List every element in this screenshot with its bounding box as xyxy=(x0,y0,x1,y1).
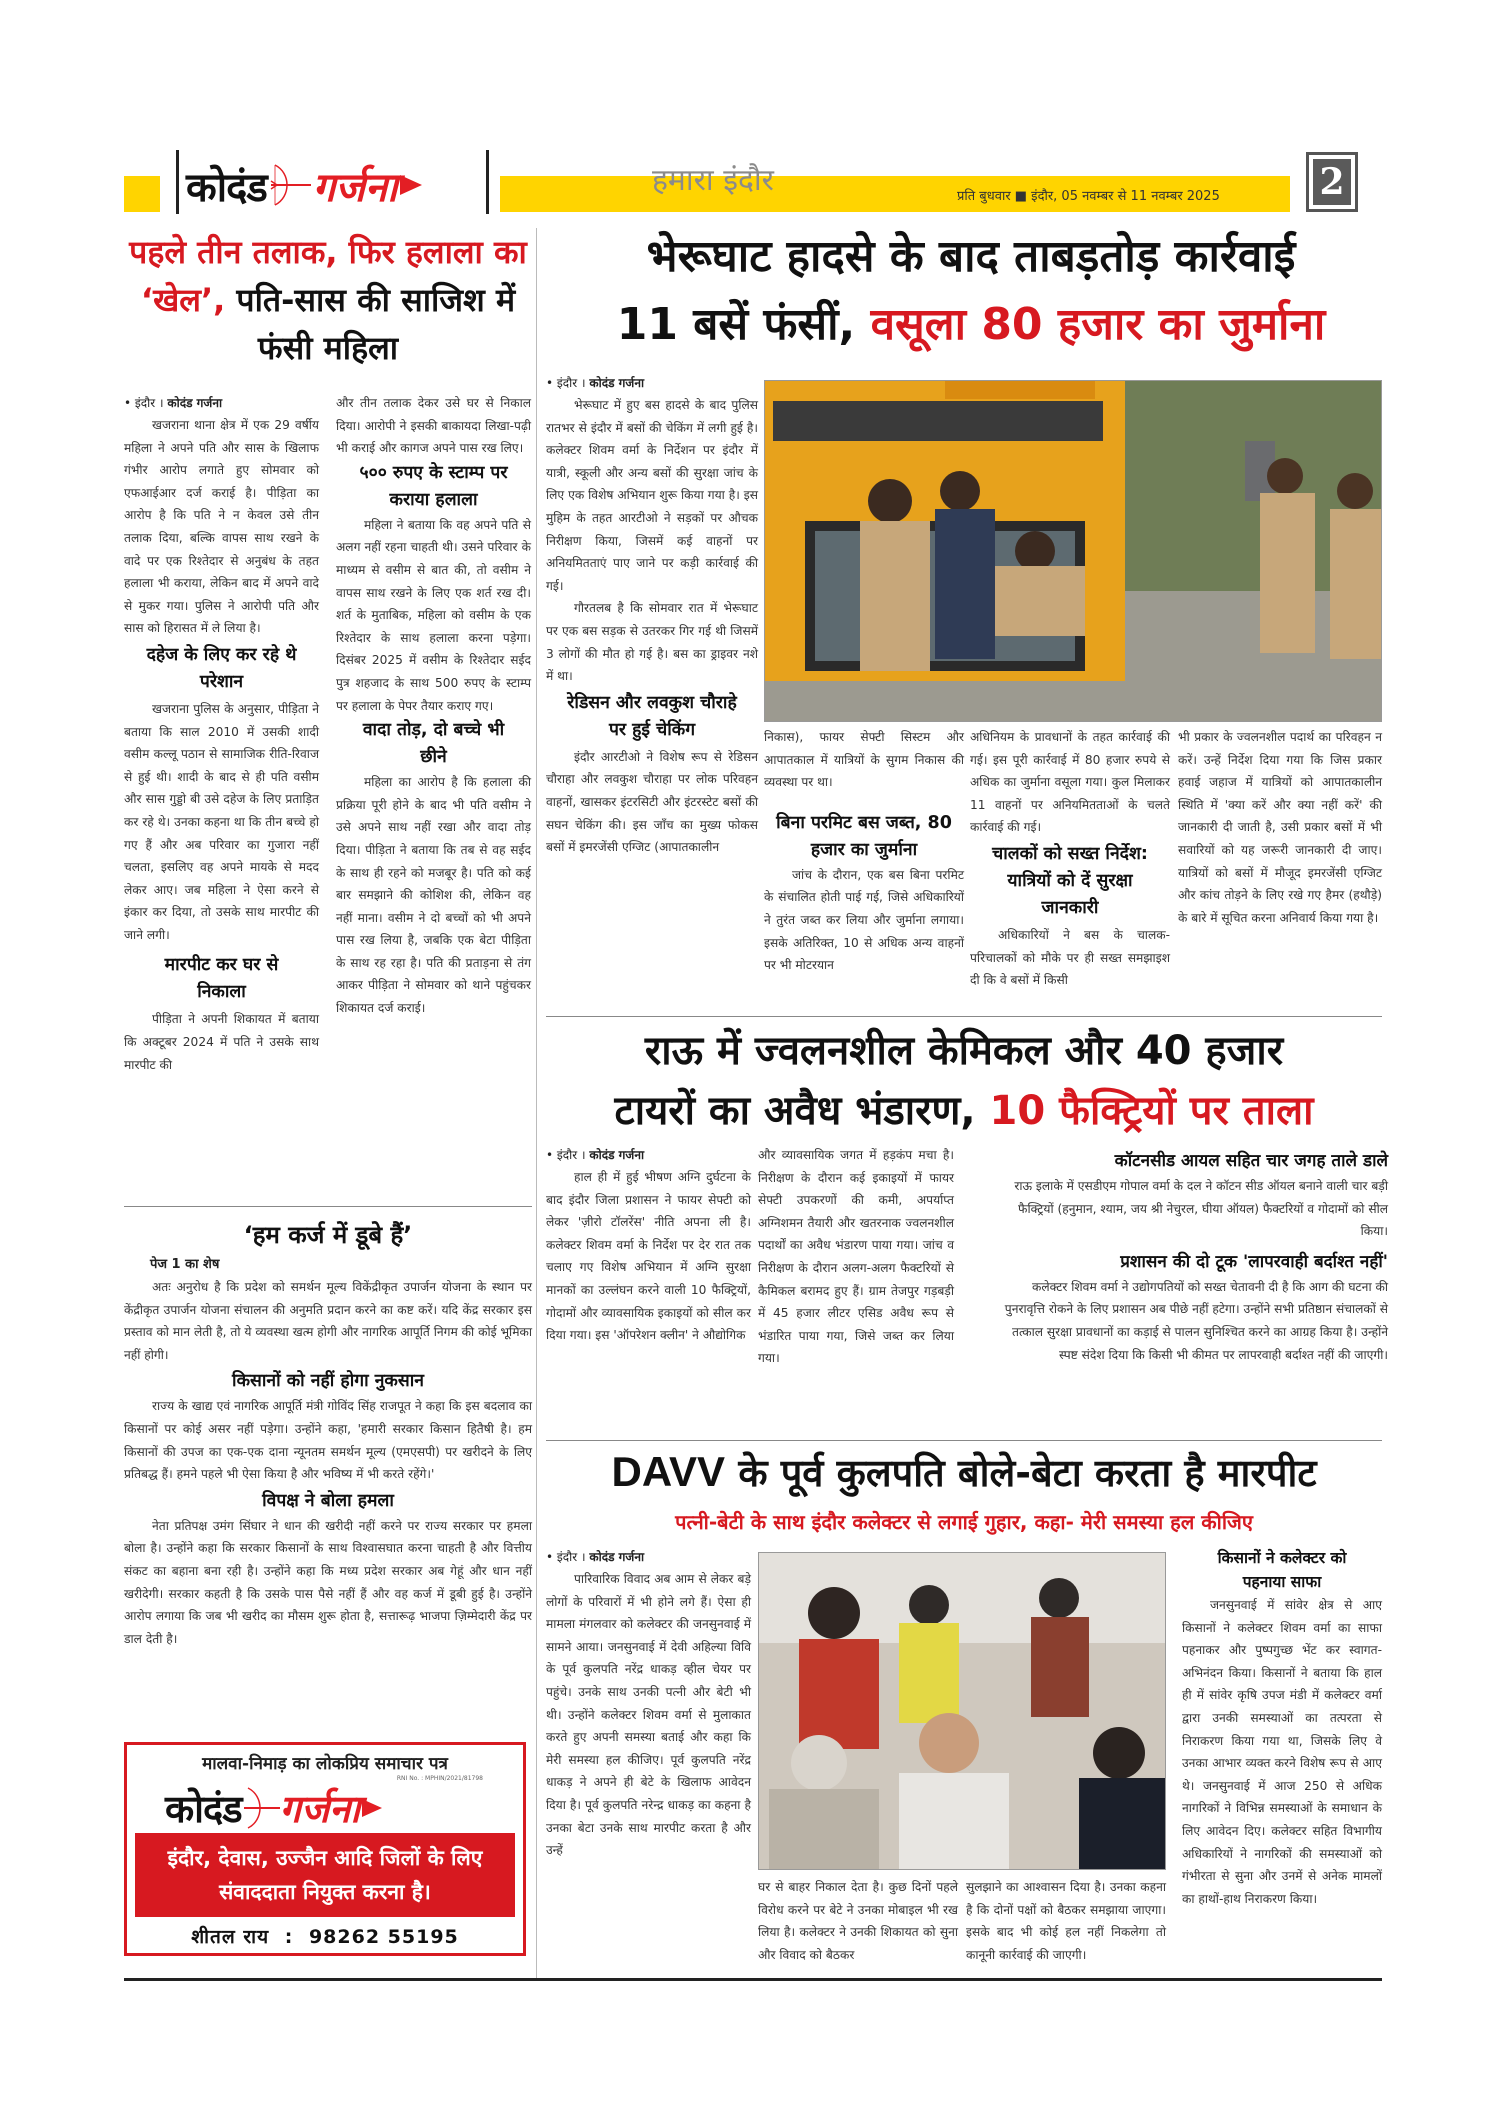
article-headline: भेरूघाट हादसे के बाद ताबड़तोड़ कार्रवाई xyxy=(646,231,1296,282)
article-body xyxy=(124,414,319,640)
article-body xyxy=(124,1008,319,1076)
section-divider xyxy=(546,1440,1382,1441)
subheading: विपक्ष ने बोला हमला xyxy=(262,1490,394,1511)
article-body xyxy=(124,1515,532,1651)
subheading: दहेज के लिए कर रहे थे परेशान xyxy=(146,644,297,692)
paragraph: अधिकारियों ने बस के चालक-परिचालकों को मौके पर ही सख्त समझाइश दी कि वे बसों में किसी xyxy=(970,927,1170,988)
article-column-1 xyxy=(546,1144,751,1347)
article-subheadline: पत्नी-बेटी के साथ इंदौर कलेक्टर से लगाई गुहार, कहा- मेरी समस्या हल कीजिए xyxy=(675,1510,1253,1534)
paragraph: गौरतलब है कि सोमवार रात में भेरूघाट पर एक बस सड़क से उतरकर गिर गई थी जिसमें 3 लोगों की मौत हो गई है। बस का ड्राइवर नशे में था। xyxy=(546,601,758,684)
paragraph: खजराना थाना क्षेत्र में एक 29 वर्षीय महिला ने अपने पति और सास के खिलाफ गंभीर आरोप लगाते हुए सोमवार को एफआईआर दर्ज कराई है। पीड़िता का आरोप है कि पति ने न केवल उसे तीन तलाक दिया, बल्कि वापस साथ रखने के वादे पर एक रिश्तेदार से अनुबंध के तहत हलाला भी कराया, लेकिन बाद में अपने वादे से मुकर गया। पुलिस ने आरोपी पति और सास को हिरासत में ले लिया है। xyxy=(124,418,319,636)
article-body-block xyxy=(124,1254,532,1650)
article-body xyxy=(546,1166,751,1347)
article-body xyxy=(970,726,1170,839)
paragraph: खजराना पुलिस के अनुसार, पीड़िता ने बताया कि साल 2010 में उसकी शादी वसीम कल्लू पठान से सामाजिक रीति-रिवाज से हुई थी। शादी के बाद से ही पति वसीम और सास गुड्डो बी उसे दहेज के लिए प्रताड़ित कर रहे थे। उनका कहना था कि तीन बच्चे हो गए हैं और अब परिवार का गुजारा नहीं चलता, इसलिए वह अपने मायके से मदद लेकर आए। जब महिला ने ऐसा करने से इंकार कर दिया, तो उसके साथ मारपीट की जाने लगी। xyxy=(124,701,319,942)
paragraph: और तीन तलाक देकर उसे घर से निकाल दिया। आरोपी ने इसकी बाकायदा लिखा-पढ़ी भी कराई और कागज अपने पास रख लिए। xyxy=(336,396,531,456)
paragraph: जांच के दौरान, एक बस बिना परमिट के संचालित होती पाई गई, जिसे अधिकारियों ने तुरंत जब्त कर लिया और जुर्माना लगाया। इसके अतिरिक्त, 10 से अधिक अन्य वाहनों पर भी मोटरयान xyxy=(764,867,964,973)
article-body xyxy=(546,746,758,859)
byline-source: कोदंड गर्जना xyxy=(589,1148,645,1162)
article-column-1 xyxy=(546,1546,751,1862)
byline-source: कोदंड गर्जना xyxy=(167,396,223,410)
paragraph: जनसुनवाई में सांवेर क्षेत्र से आए किसानों ने कलेक्टर शिवम वर्मा का साफा पहनाकर और पुष्पगुच्छ भेंट कर स्वागत-अभिनंदन किया। किसानों ने बताया कि हाल ही में सांवेर कृषि उपज मंडी में कलेक्टर वर्मा द्वारा उनकी समस्याओं का तत्परता से निराकरण किया गया था, जिसके लिए वे उनका आभार व्यक्त करने विशेष रूप से आए थे। जनसुनवाई में आज 250 से अधिक नागरिकों ने विभिन्न समस्याओं के समाधान के लिए आवेदन दिए। कलेक्टर सहित विभागीय अधिकारियों ने नागरिकों की समस्याओं को गंभीरता से सुना और उनमें से अनेक मामलों का हाथों-हाथ निराकरण किया। xyxy=(1182,1598,1382,1906)
article-body xyxy=(336,514,531,717)
masthead-logo xyxy=(186,160,422,210)
paragraph: भी प्रकार के ज्वलनशील पदार्थ का परिवहन न करें। उन्हें निर्देश दिया गया कि जिस प्रकार हवाई जहाज में यात्रियों को आपातकालीन स्थिति में 'क्या करें और क्या नहीं करें' की जानकारी दी जाती है, उसी प्रकार बसों में भी सवारियों को यह जरूरी जानकारी दी जाए। यात्रियों को बसों में मौजूद इमरजेंसी एग्जिट और कांच तोड़ने के लिए रखे गए हैमर (हथौड़े) के बारे में सूचित करना अनिवार्य किया गया है। xyxy=(1178,730,1382,925)
contact-name: शीतल राय xyxy=(191,1926,270,1948)
headline-red-part: वसूला 80 हजार का जुर्माना xyxy=(870,299,1326,350)
ad-message: इंदौर, देवास, उज्जैन आदि जिलों के लिए संवाददाता नियुक्त करना है। xyxy=(135,1833,515,1917)
byline-source: कोदंड गर्जना xyxy=(589,376,645,390)
article-column-1 xyxy=(546,372,758,859)
article-body xyxy=(764,864,964,977)
subheading: मारपीट कर घर से निकाला xyxy=(164,955,279,1003)
headline-latin: DAVV xyxy=(611,1448,726,1495)
masthead-divider xyxy=(486,150,489,214)
bus-photo-illustration xyxy=(765,381,1382,722)
continued-label: पेज 1 का शेष xyxy=(150,1257,220,1272)
logo-text-black: कोदंड xyxy=(186,164,267,211)
article-body xyxy=(546,1568,751,1862)
contact-phone[interactable]: 98262 55195 xyxy=(308,1926,459,1948)
paragraph: घर से बाहर निकाल देता है। कुछ दिनों पहले विरोध करने पर बेटे ने उनका मोबाइल भी रख लिया है। कलेक्टर ने उनकी शिकायत को सुना और विवाद को बैठकर xyxy=(758,1880,958,1962)
arrow-head-icon xyxy=(400,175,422,195)
byline-place: • इंदौर । xyxy=(124,396,164,410)
paragraph: राऊ इलाके में एसडीएम गोपाल वर्मा के दल ने कॉटन सीड ऑयल बनाने वाली चार बड़ी फैक्ट्रियों (हनुमान, श्याम, जय श्री नेचुरल, घीया ऑयल) फैक्टरियों व गोदामों को सील किया। xyxy=(1014,1179,1388,1239)
subheading: कॉटनसीड आयल सहित चार जगह ताले डाले xyxy=(1114,1151,1388,1171)
janasunvai-photo-illustration xyxy=(759,1553,1166,1870)
dateline: प्रति बुधवार ■ इंदौर, 05 नवम्बर से 11 नवम्बर 2025 xyxy=(957,189,1220,204)
subheading: प्रशासन की दो टूक 'लापरवाही बर्दाश्त नहीं' xyxy=(1120,1251,1388,1272)
article-headline xyxy=(546,1444,1382,1501)
bow-arrow-icon xyxy=(269,163,311,207)
paragraph: पीड़िता ने अपनी शिकायत में बताया कि अक्टूबर 2024 में पति ने उसके साथ मारपीट की xyxy=(124,1012,319,1072)
paragraph: इंदौर आरटीओ ने विशेष रूप से रेडिसन चौराहा और लवकुश चौराहा पर लोक परिवहन वाहनों, खासकर इंटरसिटी और इंटरस्टेट बसों की सघन चेकिंग की। इस जाँच का मुख्य फोकस बसों में इमरजेंसी एग्जिट (आपातकालीन xyxy=(546,749,758,855)
paragraph: हाल ही में हुई भीषण अग्नि दुर्घटना के बाद इंदौर जिला प्रशासन ने फायर सेफ्टी को लेकर 'ज़ीरो टॉलरेंस' नीति अपना ली है। कलेक्टर शिवम वर्मा के निर्देश पर देर रात तक चलाए गए विशेष अभियान में अग्नि सुरक्षा मानकों का उल्लंघन करने वाली 10 फैक्ट्रियों, गोदामों और व्यावसायिक इकाइयों को सील कर दिया गया। इस 'ऑपरेशन क्लीन' ने औद्योगिक xyxy=(546,1170,751,1343)
advertisement-box xyxy=(124,1742,526,1956)
paragraph: सुलझाने का आश्वासन दिया है। उनका कहना है कि दोनों पक्षों को बैठकर समझाया जाएगा। इसके बाद भी कोई हल नहीं निकलेगा तो कानूनी कार्रवाई की जाएगी। xyxy=(966,1880,1166,1962)
article-column-2 xyxy=(764,726,964,977)
article-column-3 xyxy=(1002,1148,1388,1366)
logo-text-red: गर्जना xyxy=(312,164,398,211)
page-number: 2 xyxy=(1313,159,1351,205)
headline-rest: के पूर्व कुलपति बोले-बेटा करता है मारपीट xyxy=(738,1451,1317,1495)
article-column-3 xyxy=(966,1876,1166,1966)
logo-text-red: गर्जना xyxy=(279,1787,361,1831)
byline xyxy=(546,1546,751,1568)
article-column-2 xyxy=(758,1876,958,1966)
byline xyxy=(124,392,319,414)
ad-rni: RNI No. : MPHIN/2021/81798 xyxy=(396,1775,483,1782)
byline xyxy=(546,372,758,394)
article-headline-line2 xyxy=(546,1080,1382,1142)
article-column-2 xyxy=(336,392,531,1020)
byline-place: • इंदौर । xyxy=(546,1550,586,1564)
paragraph: और व्यावसायिक जगत में हड़कंप मचा है। निरीक्षण के दौरान कई इकाइयों में फायर सेफ्टी उपकरणों की कमी, अपर्याप्त अग्निशमन तैयारी और खतरनाक ज्वलनशील पदार्थों का अवैध भंडारण पाया गया। जांच व निरीक्षण के दौरान अलग-अलग फैक्टरियों से कैमिकल बरामद हुए हैं। ग्राम तेजपुर गड़बड़ी में 45 हजार लीटर एसिड अवैध रूप से भंडारित पाया गया, जिसे जब्त कर लिया गया। xyxy=(758,1148,954,1366)
headline-black-part: 11 बसें फंसीं, xyxy=(616,299,856,350)
article-column-2 xyxy=(758,1144,954,1370)
ad-tagline: मालवा-निमाड़ का लोकप्रिय समाचार पत्र xyxy=(202,1754,448,1774)
section-divider xyxy=(124,1206,532,1207)
paragraph: राज्य के खाद्य एवं नागरिक आपूर्ति मंत्री गोविंद सिंह राजपूत ने कहा कि इस बदलाव का किसानों पर कोई असर नहीं पड़ेगा। उन्होंने कहा, 'हमारी सरकार किसान हितैषी है। हम किसानों की उपज का एक-एक दाना न्यूनतम समर्थन मूल्य (एमएसपी) पर खरीदने के लिए प्रतिबद्ध हैं। हमने पहले भी ऐसा किया है और भविष्य में भी करते रहेंगे।' xyxy=(124,1399,532,1482)
article-body xyxy=(1002,1276,1388,1366)
paragraph: नेता प्रतिपक्ष उमंग सिंघार ने धान की खरीदी नहीं करने पर राज्य सरकार पर हमला बोला है। उन्होंने कहा कि सरकार किसानों के साथ विश्वासघात करना चाहती है और वित्तीय संकट का बहाना बना रही है। उन्होंने कहा कि मध्य प्रदेश सरकार अब गेहूं और धान नहीं खरीदेगी। सरकार कहती है कि उसके पास पैसे नहीं हैं और वह कर्ज में डूबी हुई है। उन्होंने आरोप लगाया कि जब भी खरीद का मौसम शुरू होता है, सत्तारूढ़ भाजपा ज़िम्मेदारी केंद्र पर डाल देती है। xyxy=(124,1518,532,1646)
article-headline: राऊ में ज्वलनशील केमिकल और 40 हजार xyxy=(644,1028,1284,1074)
page-bottom-rule xyxy=(124,1978,1382,1981)
subheading: बिना परमिट बस जब्त, 80 हजार का जुर्माना xyxy=(776,812,952,860)
ad-contact xyxy=(127,1923,523,1949)
contact-separator: : xyxy=(284,1926,294,1948)
bus-inspection-photo xyxy=(764,380,1382,722)
subheading: ५०० रुपए के स्टाम्प पर कराया हलाला xyxy=(359,462,508,510)
article-body xyxy=(764,726,964,794)
paragraph: महिला ने बताया कि वह अपने पति से अलग नहीं रहना चाहती थी। उसने परिवार के माध्यम से वसीम से बात की, तो वसीम ने वापस साथ रखने के लिए एक शर्त रख दी। शर्त के मुताबिक, महिला को वसीम के एक रिश्तेदार के साथ हलाला करना पड़ेगा। दिसंबर 2025 में वसीम के रिश्तेदार सईद पुत्र शहजाद के साथ 500 रुपए के स्टाम्प पर हलाला के पेपर तैयार कराए गए। xyxy=(336,517,531,713)
logo-text-black: कोदंड xyxy=(165,1787,242,1831)
paragraph: कलेक्टर शिवम वर्मा ने उद्योगपतियों को सख्त चेतावनी दी है कि आग की घटना की पुनरावृत्ति रोकने के लिए प्रशासन अब पीछे नहीं हटेगा। उन्होंने सभी प्रतिष्ठान संचालकों से तत्काल सुरक्षा प्रावधानों का कड़ाई से पालन सुनिश्चित करने का आग्रह किया है। उन्होंने स्पष्ट संदेश दिया कि किसी भी कीमत पर लापरवाही बर्दाश्त नहीं की जाएगी। xyxy=(1004,1279,1388,1362)
masthead-yellow-bar-left xyxy=(124,176,160,212)
article-headline: ‘हम कर्ज में डूबे हैं’ xyxy=(243,1221,413,1249)
article-headline-line2 xyxy=(546,294,1396,356)
page-number-box xyxy=(1306,152,1358,212)
article-body xyxy=(124,698,319,947)
paragraph: अधिनियम के प्रावधानों के तहत कार्रवाई की गई। इस पूरी कार्रवाई में 80 हजार रुपये से अधिक का जुर्माना वसूला गया। कुल मिलाकर 11 वाहनों पर अनियमितताओं के चलते कार्रवाई की गई। xyxy=(970,730,1170,835)
article-body xyxy=(1002,1175,1388,1243)
bow-arrow-icon xyxy=(242,1786,280,1830)
paragraph: महिला का आरोप है कि हलाला की प्रक्रिया पूरी होने के बाद भी पति वसीम ने उसे अपने साथ नहीं रखा और वादा तोड़ दिया। पीड़िता ने बताया कि तब से वह सईद के साथ ही रहने को मजबूर है। पति को कई बार समझाने की कोशिश की, लेकिन वह नहीं माना। वसीम ने दो बच्चों को भी अपने पास रख लिया है, जबकि एक बेटा पीड़िता के साथ रह रहा है। पति की प्रताड़ना से तंग आकर पीड़िता ने सोमवार को थाने पहुंचकर शिकायत दर्ज कराई। xyxy=(336,775,531,1016)
article-body xyxy=(1178,726,1382,929)
article-body xyxy=(336,392,531,460)
subheading: रेडिसन और लवकुश चौराहे पर हुई चेकिंग xyxy=(567,692,737,740)
article-body xyxy=(1182,1594,1382,1910)
masthead-divider xyxy=(176,150,179,214)
article-body xyxy=(336,771,531,1020)
article-column-1 xyxy=(124,392,319,1076)
article-column-3 xyxy=(970,726,1170,992)
byline-source: कोदंड गर्जना xyxy=(589,1550,645,1564)
section-divider xyxy=(546,1016,1382,1017)
byline-place: • इंदौर । xyxy=(546,1148,586,1162)
subheading: चालकों को सख्त निर्देश: यात्रियों को दें सुरक्षा जानकारी xyxy=(992,843,1148,918)
headline-red-part: पहले तीन तलाक, फिर हलाला का ‘खेल’, xyxy=(129,233,527,319)
subheading: किसानों को नहीं होगा नुकसान xyxy=(232,1371,424,1392)
paragraph: पारिवारिक विवाद अब आम से लेकर बड़े लोगों के परिवारों में भी होने लगे हैं। ऐसा ही मामला मंगलवार को कलेक्टर की जनसुनवाई में सामने आया। जनसुनवाई में देवी अहिल्या विवि के पूर्व कुलपति नरेंद्र धाकड़ व्हील चेयर पर पहुंचे। उनके साथ उनकी पत्नी और बेटी भी थी। उन्होंने कलेक्टर शिवम वर्मा से मुलाकात करते हुए अपनी समस्या बताई और कहा कि मेरी समस्या हल कीजिए। पूर्व कुलपति नरेंद्र धाकड़ ने अपने ही बेटे के खिलाफ आवेदन दिया है। पूर्व कुलपति नरेन्द्र धाकड़ का कहना है उनका बेटा उनके साथ मारपीट करता है और उन्हें xyxy=(546,1572,751,1858)
subheading: वादा तोड़, दो बच्चे भी छीने xyxy=(362,720,505,768)
article-column-4 xyxy=(1182,1546,1382,1910)
byline xyxy=(546,1144,751,1166)
janasunvai-photo xyxy=(758,1552,1166,1870)
section-title: हमारा इंदौर xyxy=(652,163,774,198)
ad-logo xyxy=(165,1783,382,1833)
article-column-4 xyxy=(1178,726,1382,929)
article-body xyxy=(758,1876,958,1966)
paragraph: अतः अनुरोध है कि प्रदेश को समर्थन मूल्य विकेंद्रीकृत उपार्जन योजना के स्थान पर केंद्रीकृत उपार्जन योजना संचालन की अनुमति प्रदान करने का कष्ट करें। यदि केंद्र सरकार इस प्रस्ताव को मान लेती है, तो ये व्यवस्था खत्म होगी और नागरिक आपूर्ति निगम की कोई भूमिका नहीं होगी। xyxy=(124,1280,532,1362)
headline-red-part: 10 फैक्ट्रियों पर ताला xyxy=(989,1088,1314,1134)
article-body xyxy=(758,1144,954,1370)
paragraph: भेरूघाट में हुए बस हादसे के बाद पुलिस रातभर से इंदौर में बसों की चेकिंग में लगी हुई है। कलेक्टर शिवम वर्मा के निर्देशन पर इंदौर में यात्री, स्कूली और अन्य बसों की सुरक्षा जांच के लिए एक विशेष अभियान शुरू किया गया है। इस मुहिम के तहत आरटीओ ने सड़कों पर औचक निरीक्षण किया, जिसमें कई वाहनों पर अनियमितताएं पाए जाने पर कड़ी कार्रवाई की गई। xyxy=(546,398,758,593)
article-body xyxy=(966,1876,1166,1966)
article-body xyxy=(124,1276,532,1366)
paragraph: निकास), फायर सेफ्टी सिस्टम और आपातकाल में यात्रियों के सुगम निकास की व्यवस्था पर था। xyxy=(764,730,964,790)
headline-black-part: टायरों का अवैध भंडारण, xyxy=(614,1088,976,1134)
article-body xyxy=(970,924,1170,992)
column-divider xyxy=(536,228,537,1978)
subheading: किसानों ने कलेक्टर को पहनाया साफा xyxy=(1217,1549,1347,1591)
headline-black-part: पति-सास की साजिश में फंसी महिला xyxy=(236,281,516,367)
arrow-head-icon xyxy=(362,1799,382,1817)
article-body xyxy=(124,1395,532,1485)
article-headline xyxy=(124,228,532,372)
article-body xyxy=(546,394,758,688)
byline-place: • इंदौर । xyxy=(546,376,586,390)
